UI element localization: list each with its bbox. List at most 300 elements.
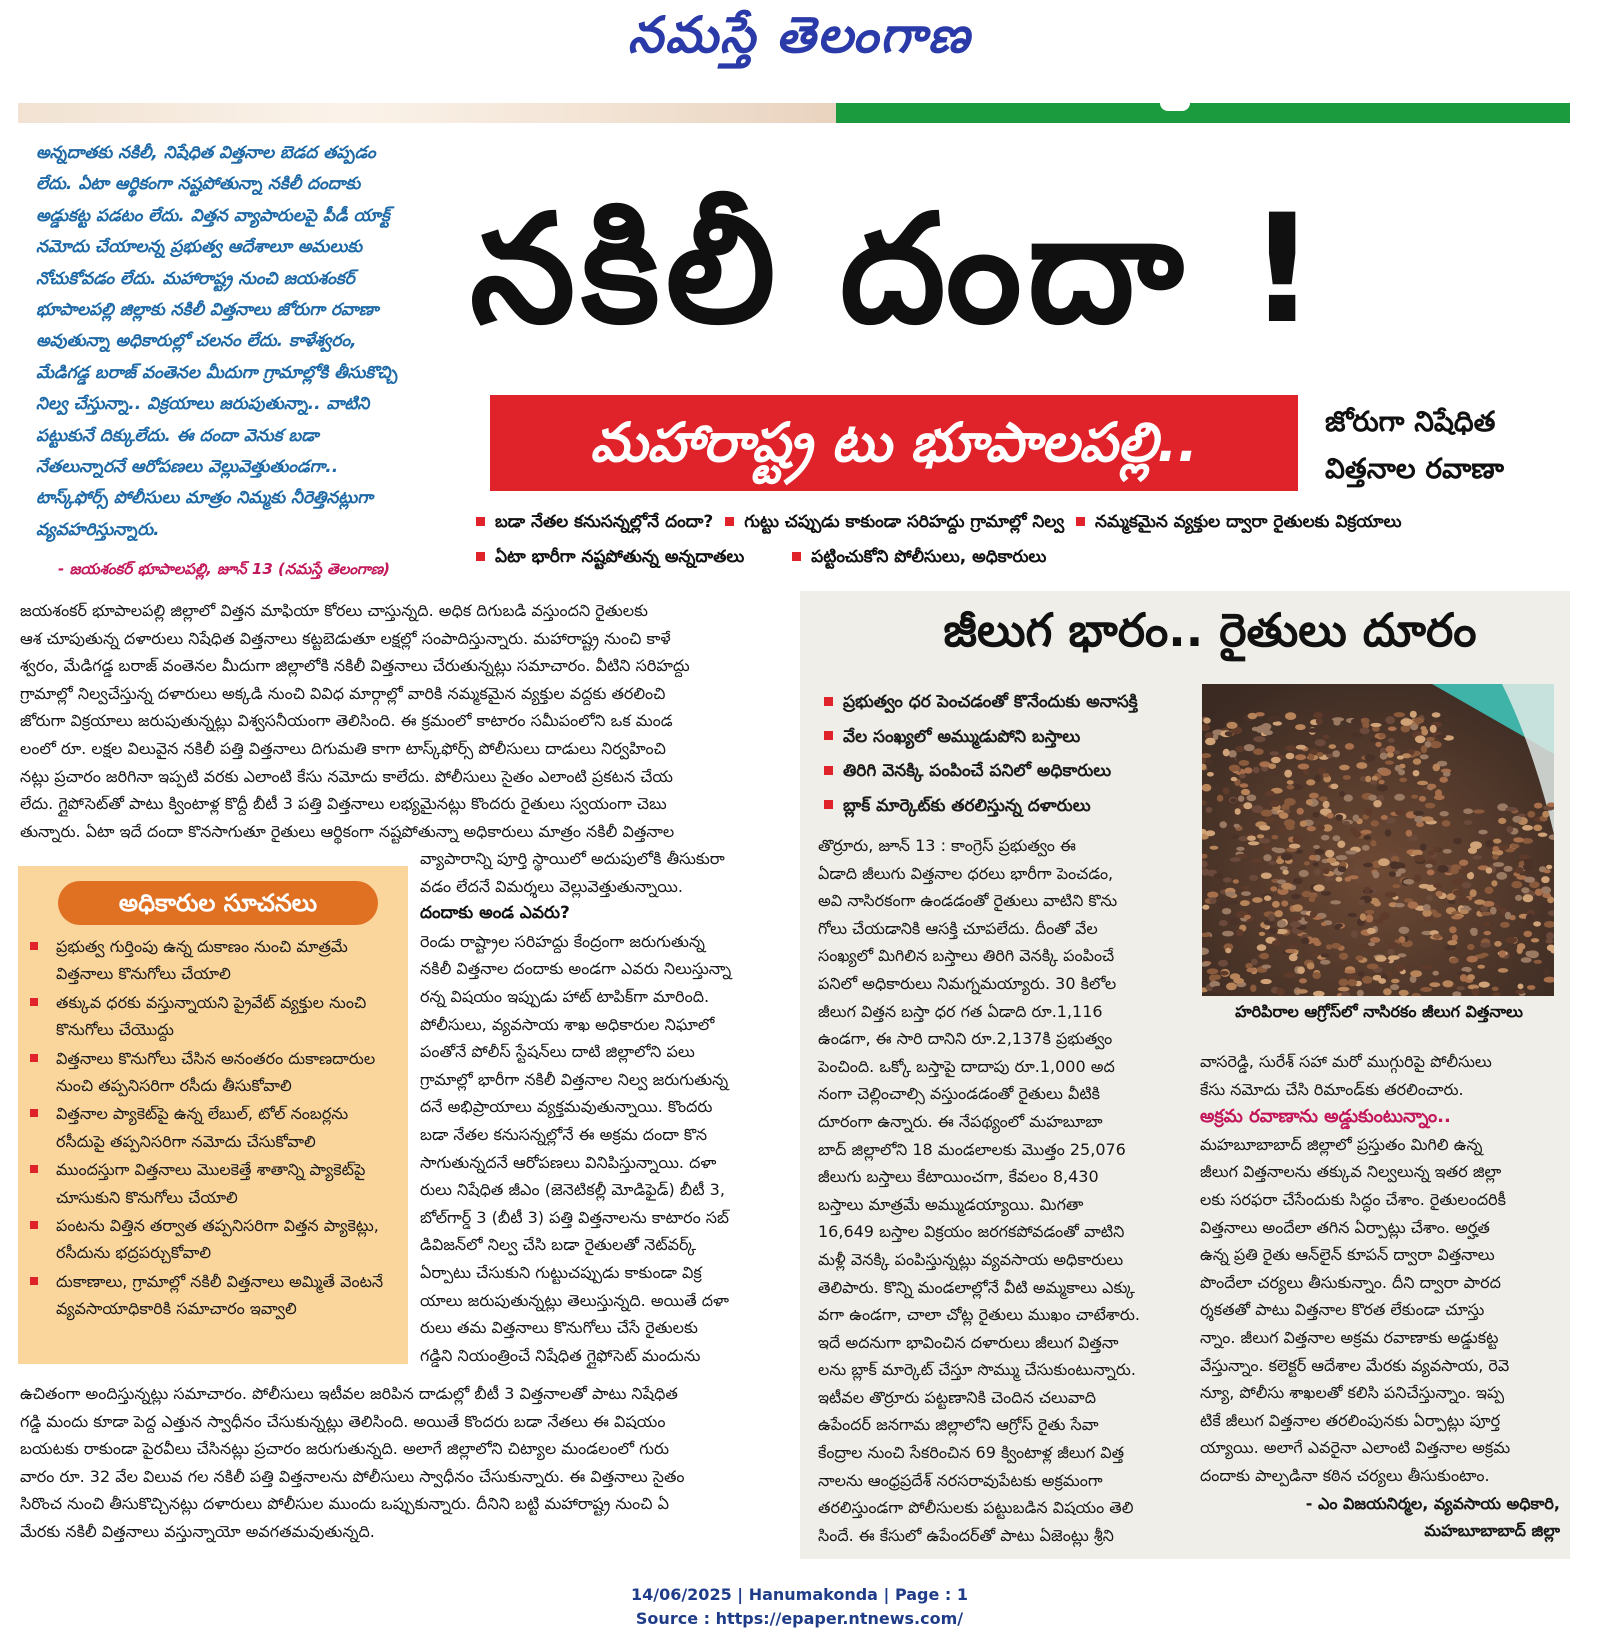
article-line: దూరంగా ఉన్నారు. ఈ నేపథ్యంలో మహబూబా [818,1111,1103,1131]
seed-mark [1473,809,1485,813]
seed-mark [1368,795,1377,801]
seed-mark [1257,944,1267,951]
seed-mark [1513,837,1524,842]
seed-mark [1472,988,1480,996]
seed-mark [1241,789,1250,795]
highlight-item [818,789,1198,824]
seed-mark [1229,765,1240,772]
quote-attribution: - ఎం విజయనిర్మల, వ్యవసాయ అధికారి, [1305,1493,1560,1513]
seed-mark [1360,718,1369,724]
seed-mark [1306,799,1313,805]
article-line: పోలీసులు, వ్యవసాయ శాఖ అధికారుల నిఘాలో [420,1014,715,1034]
highlight-item [818,720,1198,755]
article-line: జీలుగ విత్తన బస్తా ధర గత ఏడాది రూ.1,116 [818,1001,1103,1021]
bullet-icon [30,998,38,1006]
bullet-icon [30,942,38,950]
article-line: జీలుగు బస్తాలు కేటాయించగా, కేవలం 8,430 [818,1167,1099,1187]
seed-mark [1367,964,1379,970]
seed-mark [1523,894,1534,902]
intro-line: నిల్వ చేస్తున్నా.. విక్రయాలు జరుపుతున్నా.. వాటిని [36,394,370,415]
seed-mark [1282,870,1288,875]
seed-mark [1474,899,1485,904]
seed-mark [1439,777,1448,783]
seed-mark [1394,862,1406,869]
seed-mark [1253,736,1265,742]
article-line: ఆశ చూపుతున్న దళారులు నిషేధిత విత్తనాలు కట్టబెడుతూ లక్షల్లో సంపాదిస్తున్నారు. మహారాష్ట్ర నుంచి కాళే [20,628,671,648]
article-line: దందాకు పాల్పడినా కఠిన చర్యలు తీసుకుంటాం. [1200,1465,1490,1485]
seed-mark [1314,868,1321,875]
seed-mark [1351,718,1361,725]
seed-mark [1544,869,1551,873]
seed-mark [1467,956,1478,963]
seed-mark [1308,728,1318,733]
seed-mark [1464,820,1473,825]
seed-mark [1395,810,1405,816]
seed-mark [1360,913,1366,921]
seed-mark [1333,719,1340,725]
article-line: గడ్డిని నియంత్రించే నిషేధిత గ్లైఫోసెట్ మందును [420,1345,701,1365]
seed-mark [1358,971,1364,976]
seed-mark [1279,813,1288,819]
advisory-text: ప్రభుత్వ గుర్తింపు ఉన్న దుకాణం నుంచి మాత్రమే విత్తనాలు కొనుగోలు చేయాలి [56,937,348,984]
seed-mark [1314,849,1324,855]
seed-mark [1304,861,1310,865]
seed-mark [1288,944,1298,948]
seed-mark [1203,718,1210,724]
seed-mark [1379,769,1391,776]
seed-mark [1385,892,1397,898]
band-notch [1160,103,1190,111]
highlight-item: బడా నేతల కనుసన్నల్లోనే దందా? [495,512,714,532]
article-line: జయశంకర్ భూపాలపల్లి జిల్లాలో విత్తన మాఫియా కోరలు చాస్తున్నది. అధిక దిగుబడి వస్తుందని రైతులకు [20,601,648,620]
seed-mark [1303,769,1309,776]
seed-mark [1271,835,1278,840]
seed-mark [1222,990,1228,995]
article-line: నంగా చెల్లించాల్సి వస్తుండడంతో రైతులు వీటికి [818,1084,1101,1104]
seed-mark [1243,802,1252,809]
seed-mark [1259,932,1265,936]
seed-mark [1365,910,1374,915]
seed-mark [1226,722,1237,729]
quote-attribution: మహబూబాబాద్ జిల్లా [1424,1521,1560,1541]
seed-mark [1425,864,1432,868]
main-article-lead [20,597,790,845]
highlight-item [818,685,1198,720]
seed-mark [1460,974,1467,982]
seed-mark [1316,718,1323,724]
bullet-icon [824,697,833,706]
seed-mark [1295,754,1306,760]
seed-mark [1293,836,1303,844]
seed-mark [1202,784,1211,792]
seed-mark [1430,741,1442,748]
main-article-tail [20,1380,790,1546]
seed-mark [1460,869,1471,874]
advisory-item [30,1156,400,1211]
seed-mark [1421,745,1427,753]
article-line: బడా నేతల కనుసన్నల్లోనే ఈ అక్రమ దందా కొన [420,1124,708,1144]
seed-mark [1207,892,1218,899]
seed-mark [1498,818,1506,824]
highlights-row-1 [470,512,1402,536]
seed-mark [1511,881,1522,888]
seed-mark [1206,807,1213,813]
seed-mark [1210,897,1217,904]
seed-mark [1420,987,1432,992]
seed-mark [1313,845,1320,849]
seed-mark [1210,846,1219,850]
seed-mark [1363,863,1373,867]
seed-mark [1312,953,1320,958]
advisory-title: అధికారుల సూచనలు [58,881,378,925]
seed-mark [1399,990,1409,996]
bullet-icon [30,1277,38,1285]
seed-mark [1447,940,1457,945]
seed-mark [1307,826,1316,831]
seed-mark [1531,938,1539,942]
seed-mark [1321,922,1327,926]
seed-mark [1534,960,1543,964]
seed-mark [1399,936,1406,943]
highlight-text: ప్రభుత్వం ధర పెంచడంతో కొనేందుకు అనాసక్తి [843,692,1138,712]
seed-mark [1449,926,1457,933]
seed-mark [1338,987,1350,992]
article-line: న్యూ, పోలీసు శాఖలతో కలిసి పనిచేస్తున్నాం. ఇప్ప [1200,1383,1505,1403]
seed-mark [1285,712,1296,720]
seed-mark [1479,982,1490,988]
seed-mark [1542,811,1549,818]
seed-mark [1353,832,1361,838]
seed-mark [1370,937,1380,943]
seed-mark [1239,774,1246,779]
seed-mark [1421,965,1433,970]
article-line: కేసు నమోదు చేసి రిమాండ్‌కు తరలించారు. [1200,1079,1464,1099]
seed-mark [1480,943,1491,948]
seed-mark [1332,750,1340,757]
bullet-icon [476,517,485,526]
seed-mark [1413,758,1421,764]
seed-mark [1392,884,1400,888]
article-line: వ్యాపారాన్ని పూర్తి స్థాయిలో అదుపులోకి తీసుకురా [420,849,725,868]
seed-mark [1504,866,1513,872]
seed-mark [1401,718,1413,726]
advisory-text: పంటను విత్తిన తర్వాత తప్పనిసరిగా విత్తన ప్యాకెట్లు, రసీదును భద్రపర్చుకోవాలి [56,1216,379,1263]
highlight-item: పట్టించుకోని పోలీసులు, అధికారులు [811,547,1047,567]
seed-mark [1343,821,1350,825]
article-line: గ్రామాల్లో భారీగా నకిలీ విత్తనాల నిల్వ జరుగుతున్న [420,1069,729,1089]
seed-mark [1309,855,1317,861]
seed-mark [1467,944,1474,950]
seed-mark [1395,903,1405,908]
seed-mark [1535,889,1543,896]
seed-mark [1419,884,1431,889]
article-line: ఉపేందర్ జనగామ జిల్లాలోని ఆగ్రోస్ రైతు సేవా [818,1415,1099,1435]
seed-mark [1353,815,1360,822]
seed-mark [1273,721,1282,725]
seed-mark [1253,767,1260,774]
seeds-photo [1202,684,1554,996]
seed-mark [1386,818,1396,824]
seed-mark [1500,922,1510,928]
seed-mark [1306,779,1315,785]
seed-mark [1512,816,1522,823]
bullet-icon [30,1109,38,1117]
article-line: వేస్తున్నాం. కలెక్టర్ ఆదేశాల మేరకు వ్యవసాయ, రెవె [1200,1355,1510,1375]
article-line: 16,649 బస్తాల విక్రయం జరగకపోవడంతో వాటిని [818,1222,1125,1242]
seed-mark [1339,979,1349,987]
seed-mark [1260,979,1271,984]
article-line: దనే అభిప్రాయాలు వ్యక్తమవుతున్నాయి. కొందరు [420,1097,713,1117]
seed-mark [1319,796,1328,801]
article-line: పంతోనే పోలీస్ స్టేషన్‌లు దాటి జిల్లాలోని పలు [420,1042,695,1062]
article-line: ఇటీవల తొర్రూరు పట్టణానికి చెందిన చలువాది [818,1387,1096,1407]
seed-mark [1442,980,1453,987]
article-line: న్నాం. జీలుగ విత్తనాల అక్రమ రవాణాకు అడ్డుకట్ట [1200,1327,1499,1347]
seed-mark [1284,819,1295,827]
highlight-text: బ్లాక్ మార్కెట్‌కు తరలిస్తున్న దళారులు [843,795,1091,816]
seed-mark [1432,971,1439,976]
seed-mark [1290,921,1301,927]
seed-mark [1240,783,1249,787]
seed-mark [1385,716,1395,724]
seed-mark [1377,785,1388,792]
seed-mark [1330,900,1341,904]
seed-mark [1394,794,1405,801]
intro-line: లేదు. ఏటా ఆర్థికంగా నష్టపోతున్నా నకిలీ దందాకు [36,174,361,195]
highlight-item [818,754,1198,789]
article-line: పొందేలా చర్యలు తీసుకున్నాం. దీని ద్వారా పారద [1200,1272,1501,1292]
seed-mark [1420,754,1429,759]
seed-mark [1269,861,1277,865]
seed-mark [1410,724,1418,730]
seed-mark [1244,767,1252,773]
bullet-icon [824,800,833,809]
seed-mark [1435,891,1442,897]
section-subheading: దందాకు అండ ఎవరు? [420,903,570,924]
seed-mark [1412,850,1423,856]
seed-mark [1365,754,1376,761]
seed-mark [1494,941,1502,947]
seed-mark [1493,862,1505,867]
advisory-list [30,933,400,1324]
edition-info: 14/06/2025 | Hanumakonda | Page : 1 [630,1585,969,1604]
seed-mark [1358,899,1365,905]
seed-mark [1320,960,1330,965]
seed-mark [1356,762,1367,769]
main-article-column [420,845,790,1369]
source-link[interactable]: Source : https://epaper.ntnews.com/ [635,1609,964,1628]
seed-mark [1388,738,1395,743]
seed-mark [1444,945,1456,950]
seed-mark [1499,950,1506,958]
seed-mark [1291,916,1302,921]
seed-mark [1525,947,1534,951]
seed-mark [1506,807,1518,811]
seed-mark [1277,879,1286,884]
seed-mark [1219,920,1228,926]
seed-mark [1202,905,1209,910]
seed-mark [1223,877,1232,882]
seed-mark [1470,928,1478,935]
article-line: సిరొంచ నుంచి తీసుకొచ్చినట్లు దళారులు పోలీసుల ముందు ఒప్పుకున్నారు. దీనిని బట్టి మహారాష్ట్ర నుంచి ఏ [20,1494,669,1514]
seed-mark [1413,770,1420,776]
seed-mark [1270,886,1277,891]
article-line: ఇదే అదనుగా భావించిన దళారులు జీలుగ విత్తనా [818,1332,1119,1352]
seed-mark [1230,973,1240,980]
seed-mark [1314,941,1322,947]
seed-mark [1511,844,1520,849]
seed-mark [1435,735,1446,739]
article-line: వడం లేదనే విమర్శలు వెల్లువెత్తుతున్నాయి. [420,876,683,896]
seed-mark [1249,875,1258,881]
article-line: రెండు రాష్ట్రాల సరిహద్దు కేంద్రంగా జరుగుతున్న [420,931,705,951]
seed-mark [1212,986,1223,993]
seed-mark [1236,847,1244,851]
seed-mark [1374,919,1383,924]
seed-mark [1434,847,1440,852]
seed-mark [1385,829,1392,837]
seed-mark [1459,860,1468,866]
seed-mark [1386,746,1396,753]
seed-mark [1324,877,1333,881]
seed-mark [1339,791,1345,797]
seed-mark [1422,789,1431,795]
seed-mark [1270,800,1280,807]
highlight-text: వేల సంఖ్యలో అమ్ముడుపోని బస్తాలు [843,726,1081,747]
seed-mark [1403,879,1414,885]
seed-mark [1408,901,1419,908]
article-line: సాగుతున్నదనే ఆరోపణలు వినిపిస్తున్నాయి. దళా [420,1152,717,1172]
intro-line: నేతలున్నారనే ఆరోపణలు వెల్లువెత్తుతుండగా.. [36,457,339,478]
article-line: వాసరెడ్డి, సురేశ్ సహా మరో ముగ్గురిపై పోలీసులు [1200,1052,1492,1071]
seed-mark [1223,749,1230,757]
seed-mark [1496,872,1507,880]
seed-mark [1375,955,1386,961]
seed-mark [1440,811,1449,816]
seed-mark [1296,989,1308,994]
intro-line: అవుతున్నా అధికారుల్లో చలనం లేదు. కాళేశ్వరం, [36,331,357,352]
seed-mark [1534,803,1543,809]
seed-mark [1348,875,1359,879]
seed-mark [1223,787,1230,794]
intro-line: పట్టుకునే దిక్కులేదు. ఈ దందా వెనుక బడా [36,425,319,446]
seed-mark [1518,984,1524,990]
seed-mark [1238,795,1244,801]
advisory-text: దుకాణాలు, గ్రామాల్లో నకిలీ విత్తనాలు అమ్మితే వెంటనే వ్యవసాయాధికారికి సమాచారం ఇవ్వాలి [56,1271,384,1319]
side-story-column [818,832,1188,1549]
seed-mark [1390,984,1399,990]
seed-mark [1271,757,1281,763]
seed-mark [1205,738,1216,746]
seed-mark [1506,826,1513,833]
seed-mark [1452,878,1463,886]
article-line: జీలుగ విత్తనాలను తక్కువ నిల్వలున్న ఇతర జిల్లా [1200,1162,1502,1182]
advisory-text: విత్తనాల ప్యాకెట్‌పై ఉన్న లేబుల్, టోల్ నంబర్లను రసీదుపై తప్పనిసరిగా నమోదు చేసుకోవాలి [56,1104,349,1151]
seed-mark [1268,763,1276,769]
seed-mark [1323,735,1330,740]
side-kicker [1325,398,1570,492]
seed-mark [1217,795,1224,802]
seed-mark [1521,887,1529,893]
photo-strip [18,103,836,123]
bullet-icon [30,1221,38,1229]
seed-mark [1244,915,1251,920]
intro-line: అన్నదాతకు నకిలీ, నిషేధిత విత్తనాల బెడద తప్పడం [36,143,376,163]
bullet-icon [30,1165,38,1173]
seed-mark [1261,723,1271,731]
seed-mark [1394,750,1400,754]
seed-mark [1370,780,1378,784]
seed-mark [1505,937,1517,944]
seed-mark [1398,953,1407,957]
seed-mark [1515,895,1522,901]
seed-mark [1297,808,1304,815]
seed-mark [1315,739,1326,746]
seed-mark [1229,758,1236,765]
seed-mark [1493,846,1500,851]
seed-mark [1286,753,1295,760]
seed-mark [1363,835,1371,839]
seed-mark [1264,817,1274,823]
intro-line: టాస్క్‌ఫోర్స్ పోలీసులు మాత్రం నిమ్మకు నీరెత్తినట్లుగా [36,488,373,509]
seed-mark [1419,796,1426,802]
article-line: యాలు జరుపుతున్నట్లు తెలుస్తున్నది. అయితే దళా [420,1290,730,1310]
seed-mark [1287,785,1295,790]
seed-mark [1281,853,1293,860]
seed-mark [1483,922,1490,927]
seed-mark [1309,793,1319,799]
article-line: విత్తనాలు అందేలా తగిన ఏర్పాట్లు చేశాం. అర్హత [1200,1217,1490,1237]
article-line: వగా ఉండగా, చాలా చోట్ల రైతులు ముఖం చాటేశారు. [818,1305,1141,1325]
seed-mark [1492,854,1498,859]
seed-mark [1242,886,1251,890]
seed-mark [1373,901,1381,907]
seeds-image [1202,684,1554,996]
article-line: లేదు. గ్లైపోసెట్‌తో పాటు క్వింటాళ్ల కొద్దీ బీటీ 3 పత్తి విత్తనాలు లభ్యమైనట్లు కొందరు రైతులు స్వయంగా చెబు [20,794,667,814]
seed-mark [1478,830,1487,835]
intro-line: మేడిగడ్డ బరాజ్ వంతెనల మీదుగా గ్రామాల్లోకి తీసుకొచ్చి [36,362,398,383]
seed-mark [1371,820,1379,826]
seed-mark [1421,728,1428,735]
seed-mark [1230,835,1239,839]
seed-mark [1410,711,1417,718]
intro-line: అడ్డుకట్ట పడటం లేదు. విత్తన వ్యాపారులపై పీడీ యాక్ట్ [36,205,390,226]
bullet-icon [824,731,833,740]
seed-mark [1378,858,1390,866]
seed-mark [1371,840,1377,846]
seed-mark [1428,784,1436,789]
seed-mark [1287,780,1294,785]
side-kicker-line: విత్తనాల రవాణా [1325,452,1504,485]
seed-mark [1453,838,1462,845]
seed-mark [1498,968,1509,973]
seed-mark [1291,894,1301,899]
seed-mark [1528,951,1539,959]
seed-mark [1312,972,1321,979]
seed-mark [1322,773,1329,777]
seed-mark [1203,923,1212,927]
seed-mark [1397,755,1404,759]
seed-mark [1325,850,1334,858]
seed-mark [1387,949,1395,955]
seed-mark [1422,816,1434,821]
article-line: నట్లు ప్రచారం జరిగినా ఇప్పటి వరకు ఎలాంటి కేసు నమోదు కాలేదు. పోలీసులు సైతం ఎలాంటి ప్రకటన చేయ [20,766,674,786]
article-line: బాద్ జిల్లాలోని 18 మండలాలకు మొత్తం 25,076 [818,1139,1126,1159]
seed-mark [1276,988,1285,996]
seed-mark [1321,954,1330,958]
seed-mark [1292,904,1303,911]
side-story-right-column [1200,1048,1560,1545]
